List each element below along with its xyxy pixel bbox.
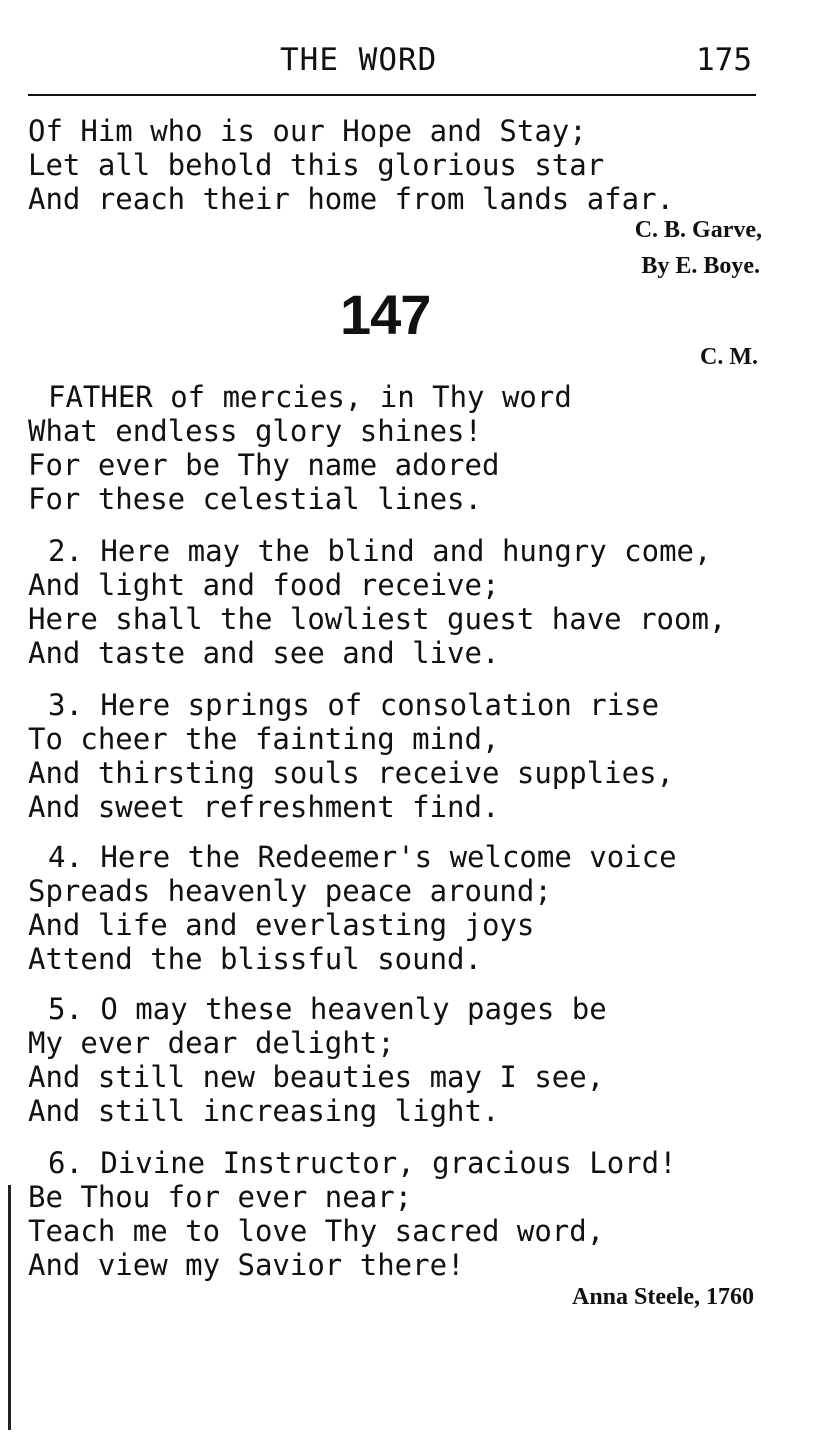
stanza-line: Here shall the lowliest guest have room, xyxy=(28,602,727,636)
stanza-line: Attend the blissful sound. xyxy=(28,942,482,976)
stanza-line: 4. Here the Redeemer's welcome voice xyxy=(48,840,677,874)
stanza-line: For ever be Thy name adored xyxy=(28,448,500,482)
stanza-line: 6. Divine Instructor, gracious Lord! xyxy=(48,1146,677,1180)
stanza-line: And light and food receive; xyxy=(28,568,500,602)
page-number: 175 xyxy=(696,42,752,78)
header-rule xyxy=(28,94,756,96)
stanza-line: 2. Here may the blind and hungry come, xyxy=(48,534,712,568)
hymn-meter: C. M. xyxy=(700,344,758,370)
stanza-line: To cheer the fainting mind, xyxy=(28,722,500,756)
stanza-line: 5. O may these heavenly pages be xyxy=(48,992,607,1026)
stanza-line: 3. Here springs of consolation rise xyxy=(48,688,660,722)
previous-hymn-line: And reach their home from lands afar. xyxy=(28,182,675,216)
stanza-line: Spreads heavenly peace around; xyxy=(28,874,552,908)
stanza-line: And still new beauties may I see, xyxy=(28,1060,605,1094)
stanza-line: Teach me to love Thy sacred word, xyxy=(28,1214,605,1248)
running-title: THE WORD xyxy=(280,42,438,78)
page-header xyxy=(28,42,756,82)
stanza-line: And thirsting souls receive supplies, xyxy=(28,756,675,790)
stanza-line: Be Thou for ever near; xyxy=(28,1180,413,1214)
stanza-line: And life and everlasting joys xyxy=(28,908,535,942)
stanza-line: For these celestial lines. xyxy=(28,482,482,516)
stanza-line: And sweet refreshment find. xyxy=(28,790,500,824)
stanza-line: FATHER of mercies, in Thy word xyxy=(48,380,572,414)
stanza-line: My ever dear delight; xyxy=(28,1026,395,1060)
stanza-line: And taste and see and live. xyxy=(28,636,500,670)
previous-hymn-line: Let all behold this glorious star xyxy=(28,148,605,182)
hymn-author: Anna Steele, 1760 xyxy=(572,1284,754,1310)
stanza-line: And still increasing light. xyxy=(28,1094,500,1128)
previous-hymn-credit: By E. Boye. xyxy=(641,253,760,279)
previous-hymn-credit: C. B. Garve, xyxy=(634,217,762,243)
margin-scan-line xyxy=(8,1185,11,1430)
stanza-line: What endless glory shines! xyxy=(28,414,482,448)
previous-hymn-line: Of Him who is our Hope and Stay; xyxy=(28,114,587,148)
stanza-line: And view my Savior there! xyxy=(28,1248,465,1282)
hymn-number: 147 xyxy=(340,283,431,346)
